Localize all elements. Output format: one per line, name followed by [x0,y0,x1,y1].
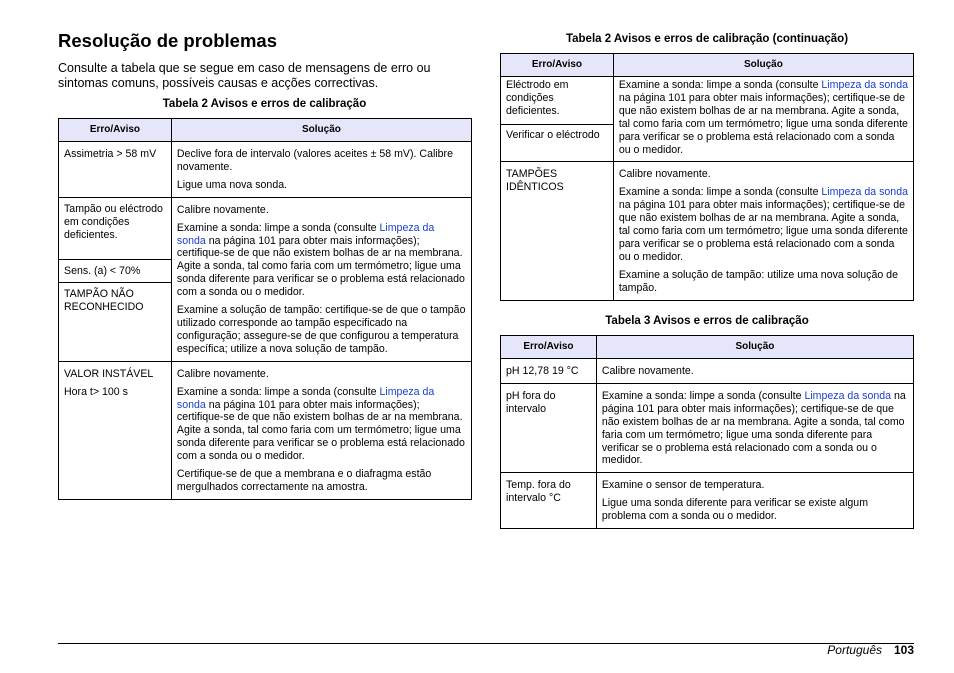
table1 [58,118,472,500]
error-cell [59,197,172,361]
intro-paragraph: Consulte a tabela que se segue em caso de mensagens de erro ou sintomas comuns, possíveis causas e acções correctivas. [58,61,431,90]
link-limpeza-da-sonda[interactable]: Limpeza da sonda [176,221,435,247]
table-row [59,197,472,361]
table-row [501,77,914,162]
error-item: Tampão ou eléctrodo em condições deficientes. [59,198,171,260]
link-limpeza-da-sonda[interactable]: Limpeza da sonda [804,389,892,402]
page-title: Resolução de problemas [58,30,277,51]
table2 [500,53,914,301]
error-item: Sens. (a) < 70% [59,260,171,283]
page-number: 103 [893,643,914,657]
table1-header-solution: Solução [171,119,471,142]
link-limpeza-da-sonda[interactable]: Limpeza da sonda [821,79,908,91]
table-row [501,383,914,472]
solution-cell: Examine a sonda: limpe a sonda (consulte Limpeza da sonda na página 101 para obter mais informações); certifique-se de que não existem bolhas de ar na membrana. Agite a sonda, tal como faria com um termómetro; ligue uma sonda diferente para verificar se o problema está relacionado com a sonda ou o medidor. [613,77,913,162]
table2-header-error: Erro/Aviso [501,54,614,77]
table3-header-row [501,336,914,359]
footer-divider [58,643,914,644]
table-row [59,142,472,198]
table3-header-error: Erro/Aviso [501,336,597,359]
error-item: TAMPÃO NÃO RECONHECIDO [64,287,144,313]
table2-header-solution: Solução [613,54,913,77]
table2-caption: Tabela 2 Avisos e erros de calibração (continuação) [565,33,849,45]
table1-caption: Tabela 2 Avisos e erros de calibração [162,98,367,110]
table-row [59,361,472,499]
error-cell: pH fora do intervalo [501,383,597,472]
error-cell: Temp. fora do intervalo °C [501,473,597,529]
error-cell: VALOR INSTÁVEL Hora t> 100 s [59,361,172,499]
solution-cell: Calibre novamente. Examine a sonda: limpe a sonda (consulte Limpeza da sonda na página 101 para obter mais informações); certifique-se de que não existem bolhas de ar na membrana. Agite a sonda, tal como faria com um termómetro; ligue uma sonda diferente para verificar se o problema está relacionado com a sonda ou o medidor. Certifique-se de que a membrana e o diafragma estão mergulhados correctamente na amostra. [171,361,471,499]
table2-header-row [501,54,914,77]
error-cell [501,77,614,162]
table-row [501,359,914,384]
table1-header-error: Erro/Aviso [59,119,172,142]
solution-cell: Calibre novamente. Examine a sonda: limpe a sonda (consulte Limpeza da sonda na página 101 para obter mais informações); certifique-se de que não existem bolhas de ar na membrana. Agite a sonda, tal como faria com um termómetro; ligue uma sonda diferente para verificar se o problema está relacionado com a sonda ou o medidor. Examine a solução de tampão: utilize uma nova solução de tampão. [613,162,913,300]
table3-header-solution: Solução [596,336,913,359]
error-item: Verificar o eléctrodo [506,129,600,141]
solution-cell: Examine a sonda: limpe a sonda (consulte Limpeza da sonda na página 101 para obter mais informações); certifique-se de que não existem bolhas de ar na membrana. Agite a sonda, tal como faria com um termómetro; ligue uma sonda diferente para verificar se o problema está relacionado com a sonda ou o medidor. [596,383,913,472]
table3 [500,335,914,529]
error-cell: Assimetria > 58 mV [59,142,172,198]
footer-language: Português [827,643,882,657]
error-cell: pH 12,78 19 °C [501,359,597,384]
table-row [501,162,914,300]
link-limpeza-da-sonda[interactable]: Limpeza da sonda [176,385,435,411]
table1-header-row [59,119,472,142]
error-item: Eléctrodo em condições deficientes. [501,77,613,125]
solution-cell: Declive fora de intervalo (valores aceites ± 58 mV). Calibre novamente. Ligue uma nova sonda. [171,142,471,198]
solution-cell: Examine o sensor de temperatura. Ligue uma sonda diferente para verificar se existe algum problema com a sonda ou o medidor. [596,473,913,529]
solution-cell: Calibre novamente. [596,359,913,384]
table3-caption: Tabela 3 Avisos e erros de calibração [605,315,809,327]
error-cell: TAMPÕES IDÊNTICOS [501,162,614,300]
link-limpeza-da-sonda[interactable]: Limpeza da sonda [821,186,908,199]
table-row [501,473,914,529]
solution-cell: Calibre novamente. Examine a sonda: limpe a sonda (consulte Limpeza da sonda na página 101 para obter mais informações); certifique-se de que não existem bolhas de ar na membrana. Agite a sonda, tal como faria com um termómetro; ligue uma sonda diferente para verificar se o problema está relacionado com a sonda ou o medidor. Examine a solução de tampão: certifique-se de que o tampão utilizado corresponde ao tampão especificado na configuração; assegure-se de que configurou a temperatura específica; utilize a nova solução de tampão. [171,197,471,361]
